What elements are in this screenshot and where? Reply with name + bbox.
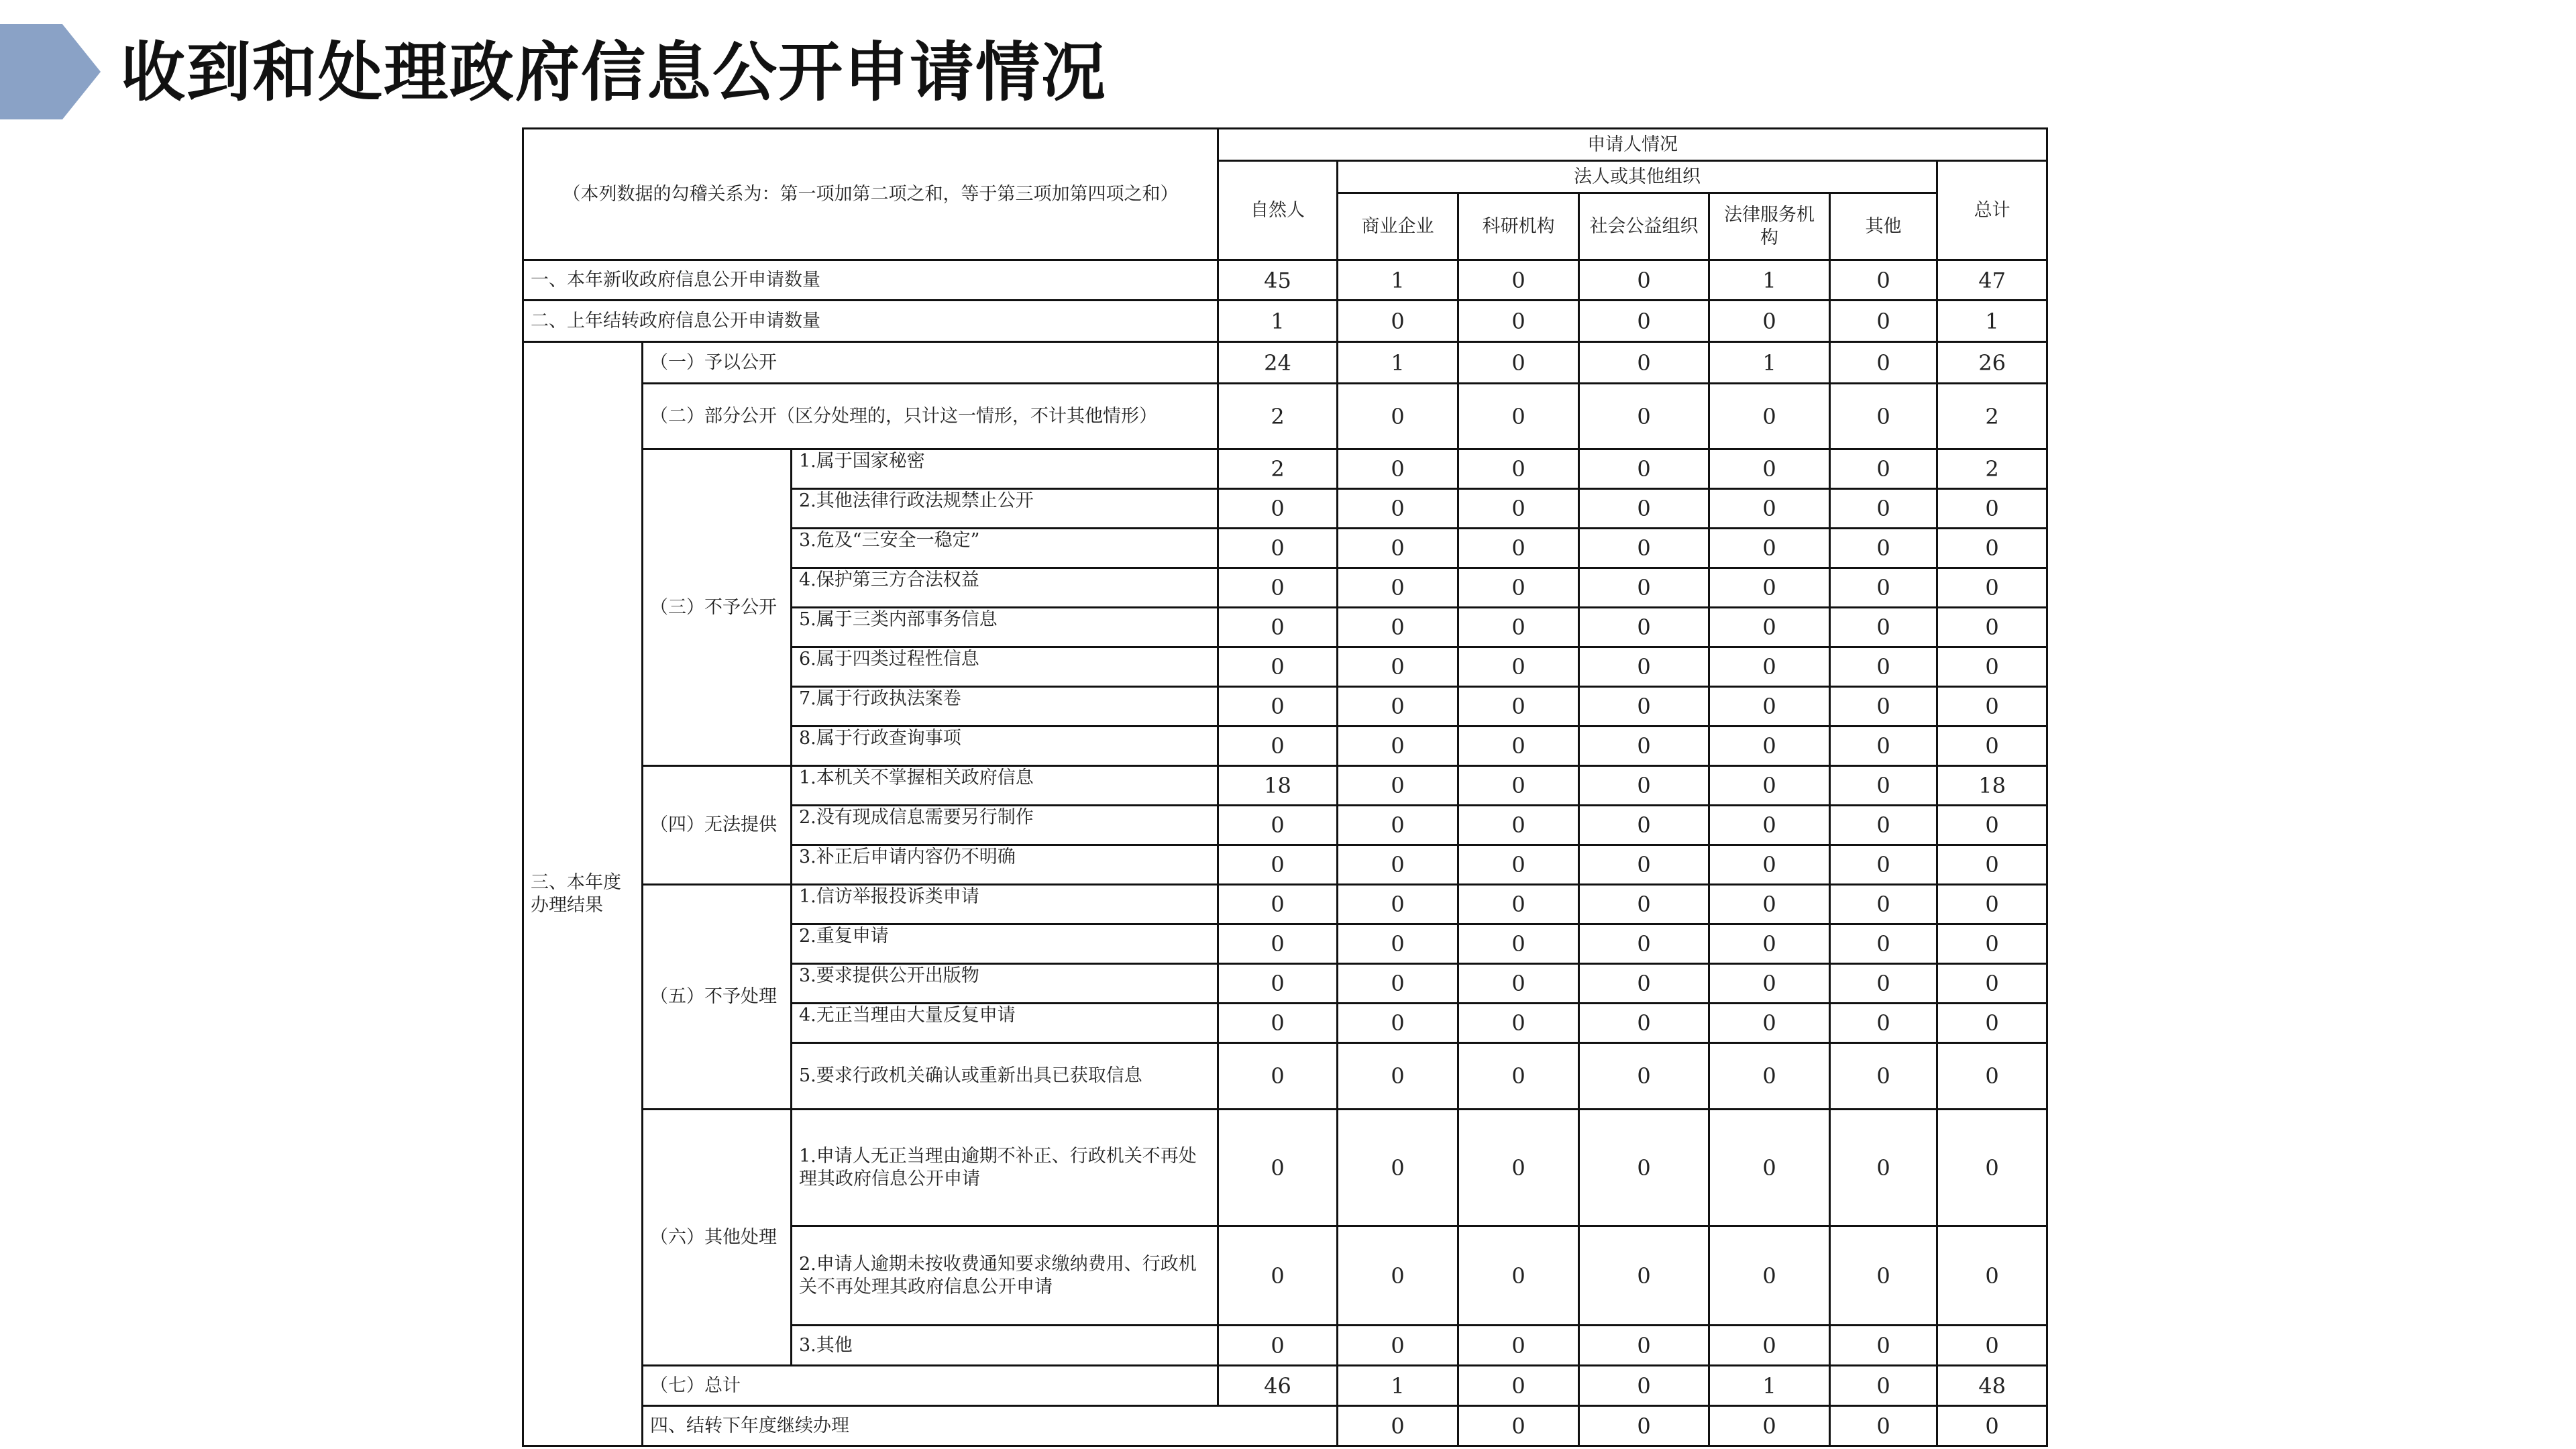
cell-total: 0	[1937, 1226, 2047, 1326]
cell-research: 0	[1458, 766, 1579, 806]
row-label: 2.没有现成信息需要另行制作	[792, 806, 1218, 845]
row-label: 5.要求行政机关确认或重新出具已获取信息	[792, 1043, 1218, 1110]
cell-other: 0	[1830, 1326, 1937, 1366]
row-label: 四、结转下年度继续办理	[643, 1406, 1338, 1446]
cell-commercial: 0	[1338, 647, 1458, 687]
cell-total: 0	[1937, 1043, 2047, 1110]
cell-commercial: 0	[1338, 1043, 1458, 1110]
cell-natural-person: 46	[1218, 1366, 1338, 1406]
cell-other: 0	[1830, 647, 1937, 687]
cell-other: 0	[1830, 766, 1937, 806]
cell-total: 26	[1937, 342, 2047, 384]
cell-legal-service: 0	[1709, 384, 1830, 449]
cell-research: 0	[1458, 489, 1579, 529]
cell-other: 0	[1937, 1406, 2047, 1446]
cell-commercial: 0	[1338, 568, 1458, 608]
cell-natural-person: 0	[1218, 608, 1338, 647]
cell-total: 2	[1937, 384, 2047, 449]
table-row	[523, 384, 2047, 449]
cell-total: 0	[1937, 1326, 2047, 1366]
cell-legal-service: 0	[1709, 449, 1830, 489]
cell-public-welfare: 0	[1579, 647, 1709, 687]
group-label-not-processed: （五）不予处理	[643, 885, 792, 1110]
header-other: 其他	[1830, 193, 1937, 260]
cell-other: 0	[1830, 1004, 1937, 1043]
cell-other: 0	[1830, 687, 1937, 727]
cell-research: 0	[1458, 1043, 1579, 1110]
page-title: 收到和处理政府信息公开申请情况	[121, 35, 1107, 110]
cell-natural-person: 18	[1218, 766, 1338, 806]
row-label: 8.属于行政查询事项	[792, 727, 1218, 766]
row-label: 4.无正当理由大量反复申请	[792, 1004, 1218, 1043]
header-research: 科研机构	[1458, 193, 1579, 260]
cell-commercial: 0	[1338, 1326, 1458, 1366]
cell-public-welfare: 0	[1579, 529, 1709, 568]
cell-commercial: 1	[1338, 342, 1458, 384]
cell-natural-person: 0	[1218, 1226, 1338, 1326]
cell-research: 0	[1458, 845, 1579, 885]
row-label: 2.重复申请	[792, 924, 1218, 964]
cell-public-welfare: 0	[1579, 608, 1709, 647]
cell-legal-service: 0	[1709, 1004, 1830, 1043]
cell-total: 0	[1937, 924, 2047, 964]
cell-public-welfare: 0	[1579, 342, 1709, 384]
cell-total: 18	[1937, 766, 2047, 806]
row-label: 3.其他	[792, 1326, 1218, 1366]
header-natural-person: 自然人	[1218, 161, 1338, 260]
header-total: 总计	[1937, 161, 2047, 260]
cell-other: 0	[1830, 964, 1937, 1004]
cell-total: 47	[1937, 260, 2047, 301]
report-table-container	[522, 127, 2048, 1447]
cell-other: 0	[1830, 845, 1937, 885]
cell-public-welfare: 0	[1579, 964, 1709, 1004]
cell-natural-person: 0	[1338, 1406, 1458, 1446]
table-row	[523, 260, 2047, 301]
row-label: 7.属于行政执法案卷	[792, 687, 1218, 727]
cell-natural-person: 0	[1218, 1110, 1338, 1226]
cell-total: 0	[1937, 845, 2047, 885]
cell-other: 0	[1830, 806, 1937, 845]
cell-legal-service: 0	[1709, 301, 1830, 342]
cell-other: 0	[1830, 529, 1937, 568]
cell-total: 0	[1937, 529, 2047, 568]
cell-legal-service: 0	[1709, 1043, 1830, 1110]
cell-commercial: 0	[1338, 529, 1458, 568]
cell-total: 0	[1937, 885, 2047, 924]
cell-legal-service: 1	[1709, 1366, 1830, 1406]
cell-public-welfare: 0	[1709, 1406, 1830, 1446]
cell-commercial: 1	[1338, 1366, 1458, 1406]
cell-legal-service: 0	[1709, 766, 1830, 806]
cell-research: 0	[1458, 260, 1579, 301]
cell-commercial: 0	[1338, 924, 1458, 964]
table-row	[523, 449, 2047, 489]
cell-public-welfare: 0	[1579, 766, 1709, 806]
cell-commercial: 0	[1338, 766, 1458, 806]
cell-legal-service: 0	[1709, 608, 1830, 647]
row-label: 5.属于三类内部事务信息	[792, 608, 1218, 647]
cell-research: 0	[1458, 924, 1579, 964]
cell-natural-person: 24	[1218, 342, 1338, 384]
cell-public-welfare: 0	[1579, 260, 1709, 301]
cell-legal-service: 1	[1709, 342, 1830, 384]
row-label: 一、本年新收政府信息公开申请数量	[523, 260, 1218, 301]
cell-other: 0	[1830, 489, 1937, 529]
cell-commercial: 0	[1338, 1004, 1458, 1043]
cell-natural-person: 0	[1218, 687, 1338, 727]
row-label: 6.属于四类过程性信息	[792, 647, 1218, 687]
group-label-withhold: （三）不予公开	[643, 449, 792, 766]
cell-other: 0	[1830, 1226, 1937, 1326]
row-label: 1.申请人无正当理由逾期不补正、行政机关不再处理其政府信息公开申请	[792, 1110, 1218, 1226]
row-label: （一）予以公开	[643, 342, 1218, 384]
cell-natural-person: 0	[1218, 885, 1338, 924]
cell-legal-service: 0	[1709, 529, 1830, 568]
cell-commercial: 0	[1338, 1226, 1458, 1326]
row-label: 1.信访举报投诉类申请	[792, 885, 1218, 924]
cell-research: 0	[1458, 529, 1579, 568]
cell-natural-person: 2	[1218, 449, 1338, 489]
cell-other: 0	[1830, 608, 1937, 647]
cell-natural-person: 0	[1218, 1043, 1338, 1110]
cell-other: 0	[1830, 449, 1937, 489]
cell-natural-person: 0	[1218, 1326, 1338, 1366]
cell-commercial: 0	[1338, 727, 1458, 766]
cell-research: 0	[1458, 1326, 1579, 1366]
cell-research: 0	[1458, 568, 1579, 608]
cell-total: 0	[1937, 1004, 2047, 1043]
cell-legal-service: 0	[1830, 1406, 1937, 1446]
cell-public-welfare: 0	[1579, 301, 1709, 342]
cell-other: 0	[1830, 384, 1937, 449]
cell-natural-person: 2	[1218, 384, 1338, 449]
header-legal-org: 法人或其他组织	[1338, 161, 1937, 193]
cell-public-welfare: 0	[1579, 1110, 1709, 1226]
cell-public-welfare: 0	[1579, 489, 1709, 529]
cell-legal-service: 0	[1709, 489, 1830, 529]
table-row	[523, 766, 2047, 806]
row-label: 3.危及“三安全一稳定”	[792, 529, 1218, 568]
cell-research: 0	[1458, 1110, 1579, 1226]
cell-public-welfare: 0	[1579, 885, 1709, 924]
cell-other: 0	[1830, 885, 1937, 924]
cell-commercial: 0	[1338, 301, 1458, 342]
cell-other: 0	[1830, 1043, 1937, 1110]
header-commercial: 商业企业	[1338, 193, 1458, 260]
row-label: 3.补正后申请内容仍不明确	[792, 845, 1218, 885]
cell-other: 0	[1830, 1366, 1937, 1406]
header-legal-service: 法律服务机构	[1709, 193, 1830, 260]
cell-legal-service: 0	[1709, 568, 1830, 608]
cell-research: 0	[1458, 687, 1579, 727]
cell-legal-service: 0	[1709, 964, 1830, 1004]
cell-other: 0	[1830, 924, 1937, 964]
cell-legal-service: 0	[1709, 687, 1830, 727]
header-public-welfare: 社会公益组织	[1579, 193, 1709, 260]
cell-public-welfare: 0	[1579, 568, 1709, 608]
row-label: 2.申请人逾期未按收费通知要求缴纳费用、行政机关不再处理其政府信息公开申请	[792, 1226, 1218, 1326]
cell-other: 0	[1830, 342, 1937, 384]
note-cell: （本列数据的勾稽关系为：第一项加第二项之和，等于第三项加第四项之和）	[523, 129, 1218, 260]
cell-total: 0	[1937, 964, 2047, 1004]
cell-public-welfare: 0	[1579, 449, 1709, 489]
cell-other: 0	[1830, 727, 1937, 766]
cell-total: 1	[1937, 301, 2047, 342]
cell-research: 0	[1458, 806, 1579, 845]
row-label: 2.其他法律行政法规禁止公开	[792, 489, 1218, 529]
cell-public-welfare: 0	[1579, 384, 1709, 449]
table-row	[523, 1110, 2047, 1226]
cell-commercial: 0	[1338, 885, 1458, 924]
cell-public-welfare: 0	[1579, 845, 1709, 885]
cell-natural-person: 1	[1218, 301, 1338, 342]
cell-research: 0	[1458, 449, 1579, 489]
cell-research: 0	[1458, 301, 1579, 342]
cell-public-welfare: 0	[1579, 1226, 1709, 1326]
cell-public-welfare: 0	[1579, 687, 1709, 727]
cell-total: 0	[1937, 489, 2047, 529]
row-label: 二、上年结转政府信息公开申请数量	[523, 301, 1218, 342]
header-row-1	[523, 129, 2047, 161]
cell-public-welfare: 0	[1579, 727, 1709, 766]
group-label-other-handling: （六）其他处理	[643, 1110, 792, 1366]
cell-research: 0	[1458, 964, 1579, 1004]
row-label: 1.属于国家秘密	[792, 449, 1218, 489]
cell-other: 0	[1830, 260, 1937, 301]
cell-natural-person: 0	[1218, 489, 1338, 529]
table-row	[523, 301, 2047, 342]
cell-research: 0	[1458, 647, 1579, 687]
cell-commercial: 0	[1338, 608, 1458, 647]
cell-natural-person: 0	[1218, 1004, 1338, 1043]
group-label-unable: （四）无法提供	[643, 766, 792, 885]
cell-total: 0	[1937, 806, 2047, 845]
cell-legal-service: 0	[1709, 1226, 1830, 1326]
cell-commercial: 0	[1338, 384, 1458, 449]
cell-total: 0	[1937, 727, 2047, 766]
cell-commercial: 0	[1338, 806, 1458, 845]
row-label: 3.要求提供公开出版物	[792, 964, 1218, 1004]
row-label: （七）总计	[643, 1366, 1218, 1406]
cell-legal-service: 0	[1709, 845, 1830, 885]
cell-natural-person: 0	[1218, 806, 1338, 845]
cell-commercial: 0	[1338, 1110, 1458, 1226]
cell-total: 48	[1937, 1366, 2047, 1406]
cell-total: 0	[1937, 608, 2047, 647]
cell-research: 0	[1458, 727, 1579, 766]
cell-other: 0	[1830, 1110, 1937, 1226]
cell-natural-person: 0	[1218, 647, 1338, 687]
cell-total: 0	[1937, 687, 2047, 727]
results-group-label: 三、本年度办理结果	[523, 342, 643, 1446]
table-row	[523, 1366, 2047, 1406]
table-row	[523, 1406, 2047, 1446]
cell-natural-person: 0	[1218, 529, 1338, 568]
cell-legal-service: 0	[1709, 806, 1830, 845]
cell-legal-service: 0	[1709, 647, 1830, 687]
cell-commercial: 0	[1338, 489, 1458, 529]
cell-commercial: 0	[1338, 845, 1458, 885]
cell-research: 0	[1458, 1226, 1579, 1326]
cell-commercial: 0	[1338, 687, 1458, 727]
cell-natural-person: 0	[1218, 924, 1338, 964]
table-row	[523, 885, 2047, 924]
cell-natural-person: 0	[1218, 568, 1338, 608]
title-chevron-decoration	[0, 24, 101, 119]
cell-total: 2	[1937, 449, 2047, 489]
row-label: （二）部分公开（区分处理的，只计这一情形，不计其他情形）	[643, 384, 1218, 449]
cell-legal-service: 0	[1709, 924, 1830, 964]
cell-legal-service: 0	[1709, 885, 1830, 924]
application-statistics-table	[522, 127, 2048, 1447]
cell-natural-person: 0	[1218, 845, 1338, 885]
cell-total: 0	[1937, 1110, 2047, 1226]
cell-natural-person: 0	[1218, 964, 1338, 1004]
cell-commercial: 1	[1338, 260, 1458, 301]
cell-total: 0	[1937, 647, 2047, 687]
cell-research: 0	[1458, 384, 1579, 449]
cell-other: 0	[1830, 301, 1937, 342]
cell-public-welfare: 0	[1579, 1326, 1709, 1366]
row-label: 1.本机关不掌握相关政府信息	[792, 766, 1218, 806]
cell-legal-service: 0	[1709, 1326, 1830, 1366]
cell-other: 0	[1830, 568, 1937, 608]
cell-legal-service: 1	[1709, 260, 1830, 301]
cell-public-welfare: 0	[1579, 806, 1709, 845]
header-applicant: 申请人情况	[1218, 129, 2047, 161]
cell-commercial: 0	[1338, 964, 1458, 1004]
cell-commercial: 0	[1458, 1406, 1579, 1446]
cell-legal-service: 0	[1709, 1110, 1830, 1226]
cell-research: 0	[1458, 1004, 1579, 1043]
cell-research: 0	[1458, 885, 1579, 924]
cell-natural-person: 45	[1218, 260, 1338, 301]
cell-public-welfare: 0	[1579, 1004, 1709, 1043]
row-label: 4.保护第三方合法权益	[792, 568, 1218, 608]
cell-total: 0	[1937, 568, 2047, 608]
cell-research: 0	[1579, 1406, 1709, 1446]
cell-research: 0	[1458, 1366, 1579, 1406]
cell-legal-service: 0	[1709, 727, 1830, 766]
cell-research: 0	[1458, 608, 1579, 647]
cell-public-welfare: 0	[1579, 1366, 1709, 1406]
cell-commercial: 0	[1338, 449, 1458, 489]
cell-public-welfare: 0	[1579, 1043, 1709, 1110]
cell-research: 0	[1458, 342, 1579, 384]
cell-public-welfare: 0	[1579, 924, 1709, 964]
table-row	[523, 342, 2047, 384]
cell-natural-person: 0	[1218, 727, 1338, 766]
